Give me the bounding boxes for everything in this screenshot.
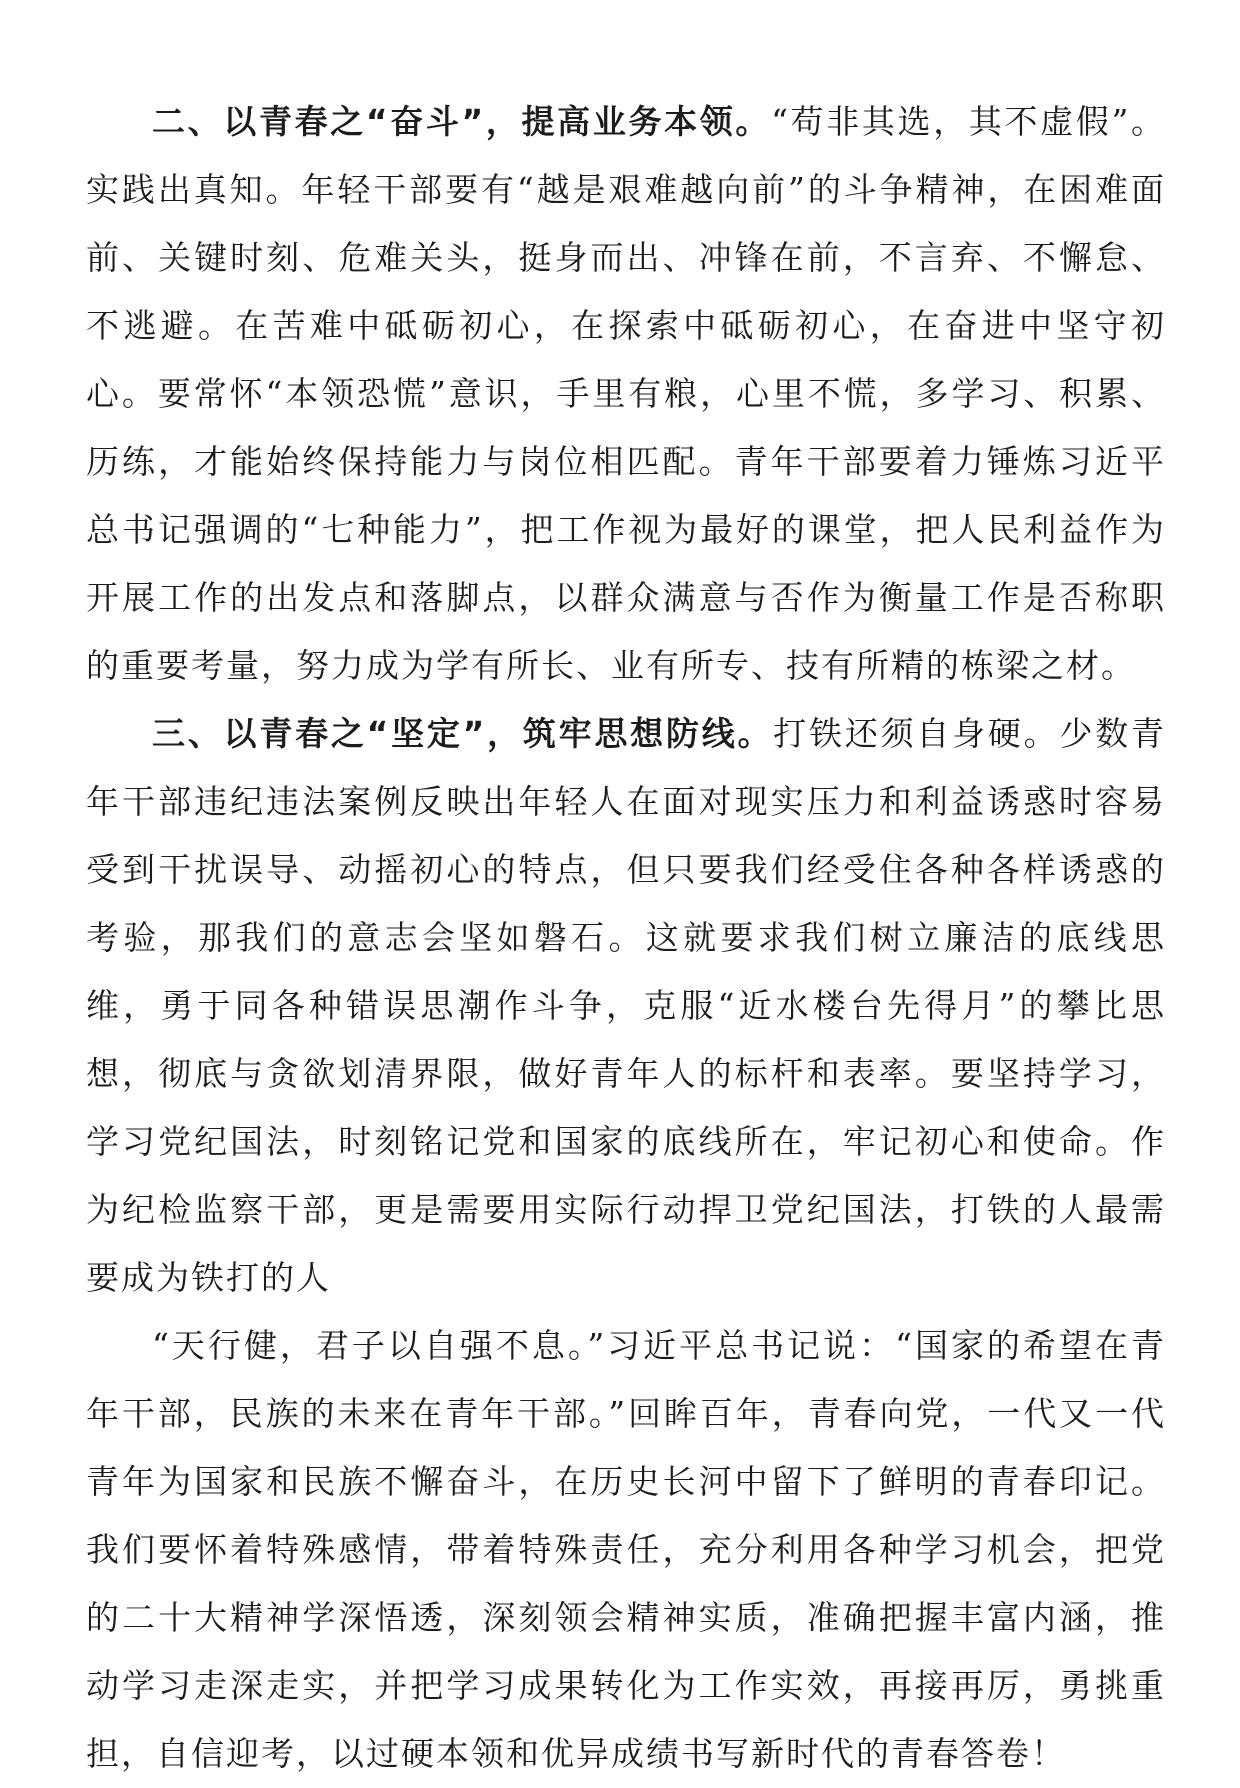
paragraph-conclusion	[86, 1312, 1166, 1788]
document-body	[86, 88, 1166, 1788]
paragraph-text: “天行健，君子以自强不息。”习近平总书记说：“国家的希望在青年干部，民族的未来在青年干部。”回眸百年，青春向党，一代又一代青年为国家和民族不懈奋斗，在历史长河中留下了鲜明的青春印记。我们要怀着特殊感情，带着特殊责任，充分利用各种学习机会，把党的二十大精神学深悟透，深刻领会精神实质，准确把握丰富内涵，推动学习走深走实，并把学习成果转化为工作实效，再接再厉，勇挑重担，自信迎考，以过硬本领和优异成绩书写新时代的青春答卷！	[86, 1326, 1166, 1773]
section-heading-struggle: 二、以青春之“奋斗”，提高业务本领。	[152, 102, 772, 141]
paragraph-text: 打铁还须自身硬。少数青年干部违纪违法案例反映出年轻人在面对现实压力和利益诱惑时容易受到干扰误导、动摇初心的特点，但只要我们经受住各种各样诱惑的考验，那我们的意志会坚如磐石。这就要求我们树立廉洁的底线思维，勇于同各种错误思潮作斗争，克服“近水楼台先得月”的攀比思想，彻底与贪欲划清界限，做好青年人的标杆和表率。要坚持学习，学习党纪国法，时刻铭记党和国家的底线所在，牢记初心和使命。作为纪检监察干部，更是需要用实际行动捍卫党纪国法，打铁的人最需要成为铁打的人	[86, 714, 1166, 1297]
section-heading-firmness: 三、以青春之“坚定”，筑牢思想防线。	[152, 714, 774, 753]
paragraph-struggle	[86, 88, 1166, 700]
paragraph-text: “苟非其选，其不虚假”。实践出真知。年轻干部要有“越是艰难越向前”的斗争精神，在困难面前、关键时刻、危难关头，挺身而出、冲锋在前，不言弃、不懈怠、不逃避。在苦难中砥砺初心，在探索中砥砺初心，在奋进中坚守初心。要常怀“本领恐慌”意识，手里有粮，心里不慌，多学习、积累、历练，才能始终保持能力与岗位相匹配。青年干部要着力锤炼习近平总书记强调的“七种能力”，把工作视为最好的课堂，把人民利益作为开展工作的出发点和落脚点，以群众满意与否作为衡量工作是否称职的重要考量，努力成为学有所长、业有所专、技有所精的栋梁之材。	[86, 102, 1166, 685]
paragraph-firmness	[86, 700, 1166, 1312]
